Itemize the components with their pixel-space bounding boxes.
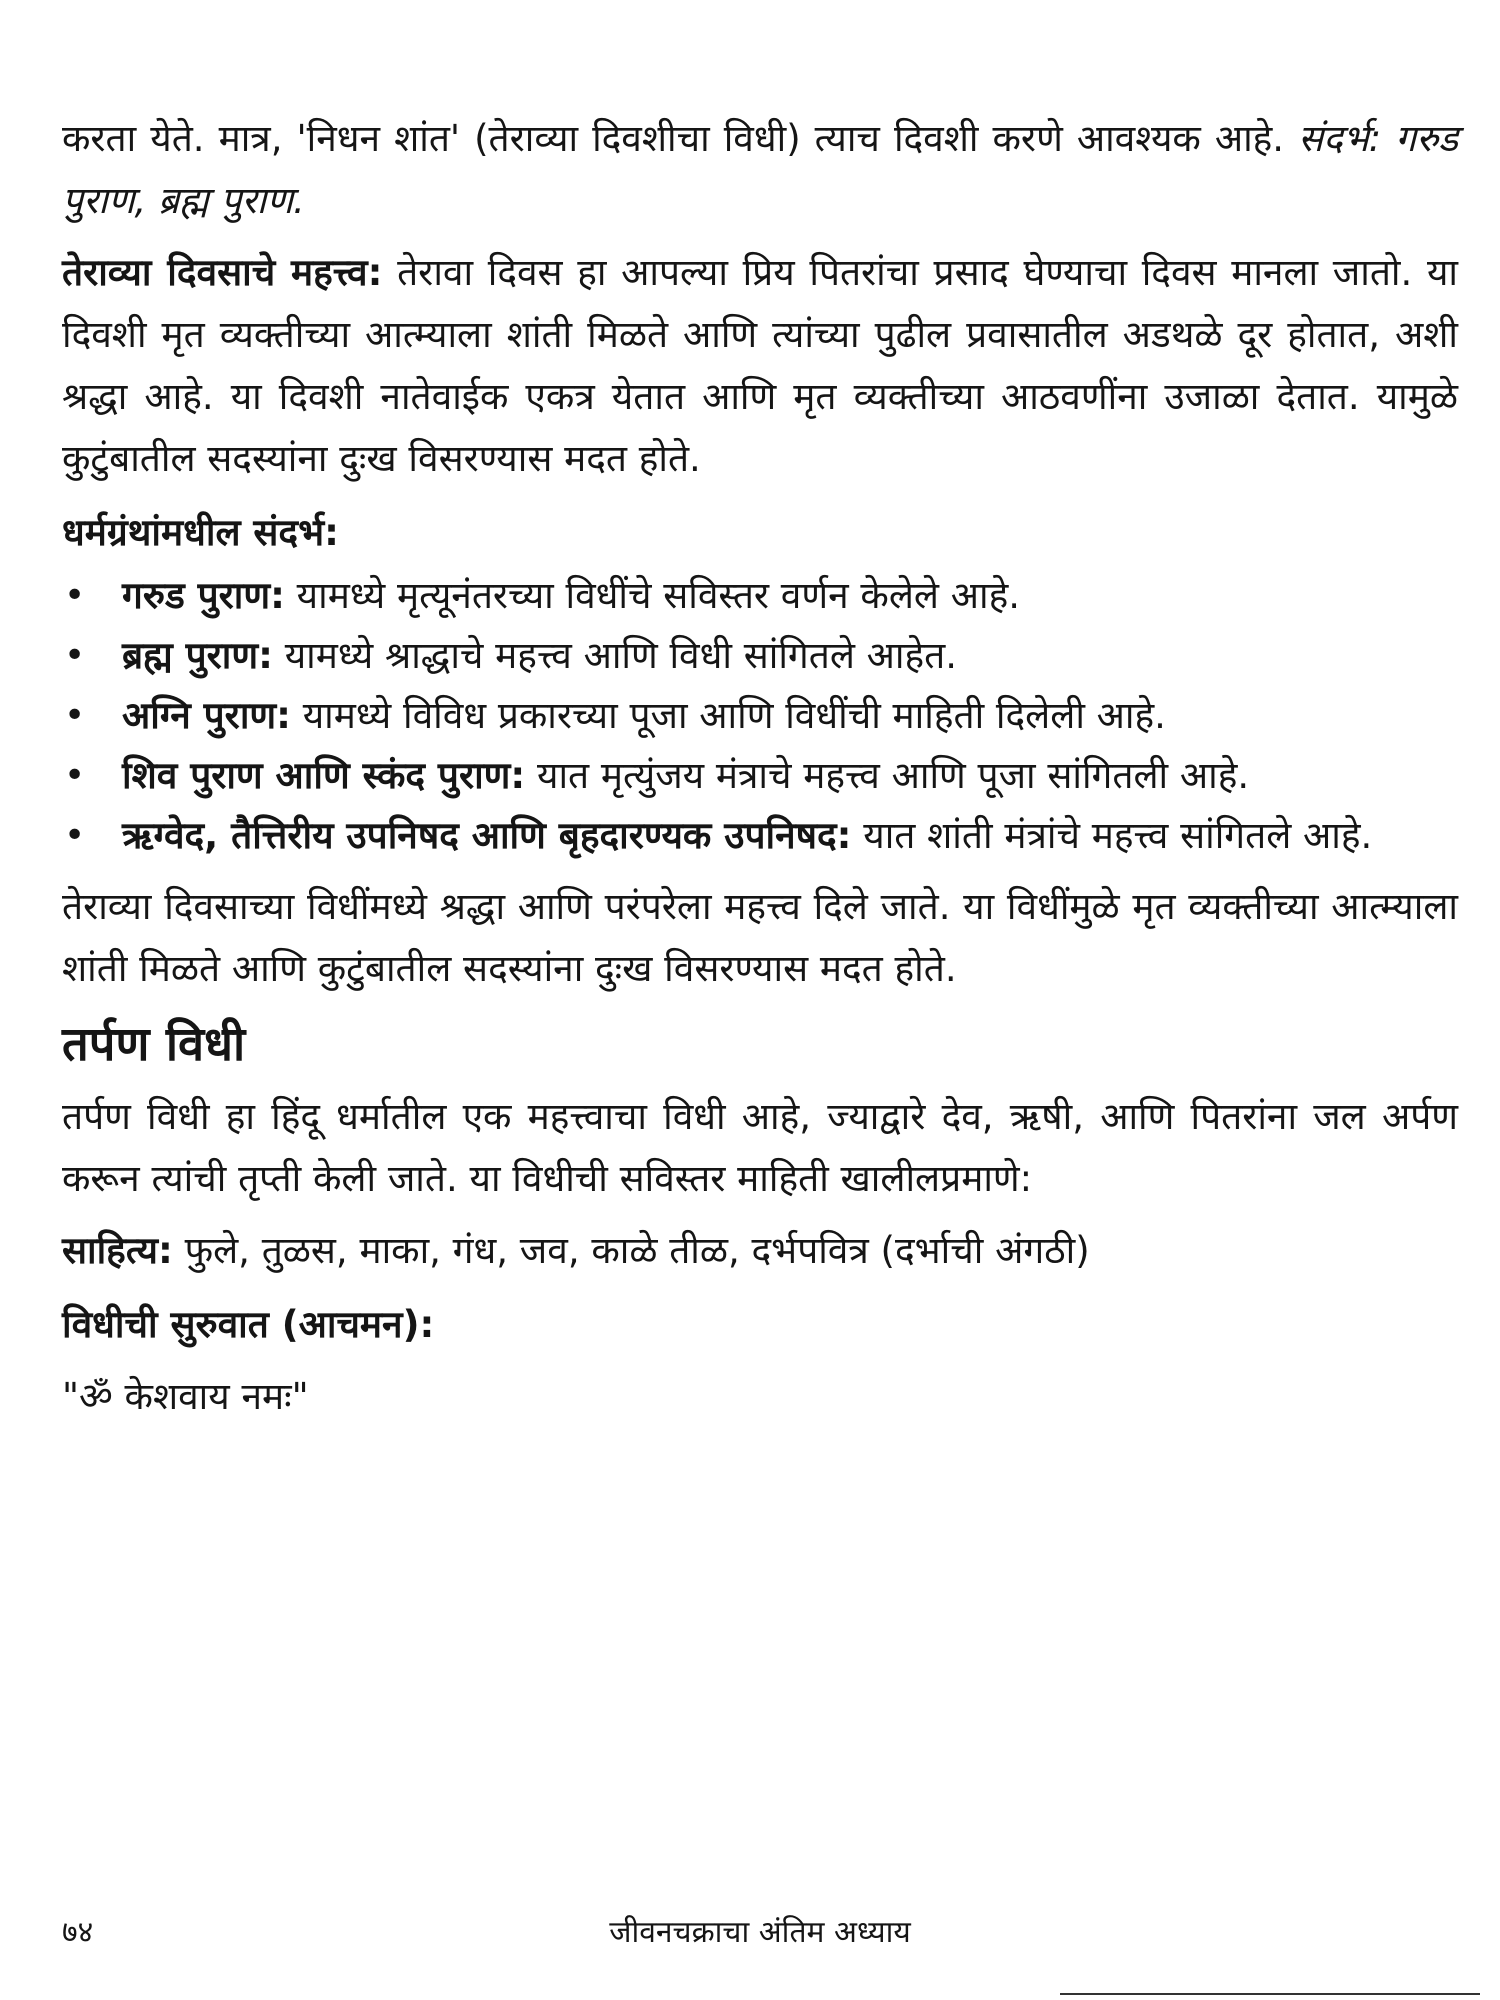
bullet-icon: • [64, 755, 86, 796]
mantra-line: "ॐ केशवाय नमः" [62, 1375, 309, 1418]
bullet-icon: • [64, 635, 86, 676]
list-item [62, 746, 1458, 806]
paragraph-intro-text: करता येते. मात्र, 'निधन शांत' (तेराव्या दिवशीचा विधी) त्याच दिवशी करणे आवश्यक आहे. [62, 117, 1299, 160]
list-item-text: यात मृत्युंजय मंत्राचे महत्त्व आणि पूजा सांगितली आहे. [525, 754, 1250, 797]
paragraph-intro [62, 108, 1458, 232]
list-item-label: अग्नि पुराण: [122, 694, 291, 737]
book-title: जीवनचक्राचा अंतिम अध्याय [609, 1915, 911, 1950]
list-item [62, 566, 1458, 626]
thirteenth-day-label: तेराव्या दिवसाचे महत्त्व: [62, 251, 383, 294]
page-number: ७४ [62, 1915, 94, 1950]
bullet-icon: • [64, 815, 86, 856]
list-item-text: यामध्ये मृत्यूनंतरच्या विधींचे सविस्तर वर्णन केलेले आहे. [284, 574, 1020, 617]
list-item-text: यामध्ये विविध प्रकारच्या पूजा आणि विधींची माहिती दिलेली आहे. [290, 694, 1166, 737]
bullet-icon: • [64, 695, 86, 736]
start-heading: विधीची सुरुवात (आचमन): [62, 1303, 435, 1346]
references-heading: धर्मग्रंथांमधील संदर्भ: [62, 511, 339, 554]
paragraph-thirteenth-day [62, 242, 1458, 490]
list-item-label: ऋग्वेद, तैत्तिरीय उपनिषद आणि बृहदारण्यक उपनिषद: [122, 814, 852, 857]
list-item-text: यात शांती मंत्रांचे महत्त्व सांगितले आहे. [851, 814, 1373, 857]
page-footer [62, 1910, 1458, 1950]
section-heading: तर्पण विधी [62, 1017, 246, 1072]
page-body [62, 108, 1458, 1428]
reference-note: संदर्भ: गरुड पुराण, ब्रह्म पुराण. [62, 117, 1459, 222]
thirteenth-day-text: तेरावा दिवस हा आपल्या प्रिय पितरांचा प्रसाद घेण्याचा दिवस मानला जातो. या दिवशी मृत व्यक्तीच्या आत्म्याला शांती मिळते आणि त्यांच्या पुढील प्रवासातील अडथळे दूर होतात, अशी श्रद्धा आहे. या दिवशी नातेवाईक एकत्र येतात आणि मृत व्यक्तीच्या आठवणींना उजाळा देतात. यामुळे कुटुंबातील सदस्यांना दुःख विसरण्यास मदत होते. [62, 251, 1458, 480]
references-list [62, 566, 1458, 866]
materials-label: साहित्य: [62, 1229, 173, 1272]
list-item [62, 806, 1458, 866]
bottom-edge-line [1060, 1993, 1480, 1995]
list-item-label: शिव पुराण आणि स्कंद पुराण: [122, 754, 526, 797]
bullet-icon: • [64, 575, 86, 616]
paragraph-summary: तेराव्या दिवसाच्या विधींमध्ये श्रद्धा आणि परंपरेला महत्त्व दिले जाते. या विधींमुळे मृत व्यक्तीच्या आत्म्याला शांती मिळते आणि कुटुंबातील सदस्यांना दुःख विसरण्यास मदत होते. [62, 885, 1458, 990]
list-item-text: यामध्ये श्राद्धाचे महत्त्व आणि विधी सांगितले आहेत. [272, 634, 957, 677]
list-item-label: गरुड पुराण: [122, 574, 285, 617]
materials-text: फुले, तुळस, माका, गंध, जव, काळे तीळ, दर्भपवित्र (दर्भाची अंगठी) [172, 1229, 1090, 1272]
list-item [62, 626, 1458, 686]
list-item [62, 686, 1458, 746]
list-item-label: ब्रह्म पुराण: [122, 634, 273, 677]
materials-line [62, 1220, 1458, 1282]
paragraph-tarpan: तर्पण विधी हा हिंदू धर्मातील एक महत्त्वाचा विधी आहे, ज्याद्वारे देव, ऋषी, आणि पितरांना जल अर्पण करून त्यांची तृप्ती केली जाते. या विधीची सविस्तर माहिती खालीलप्रमाणे: [62, 1095, 1458, 1200]
